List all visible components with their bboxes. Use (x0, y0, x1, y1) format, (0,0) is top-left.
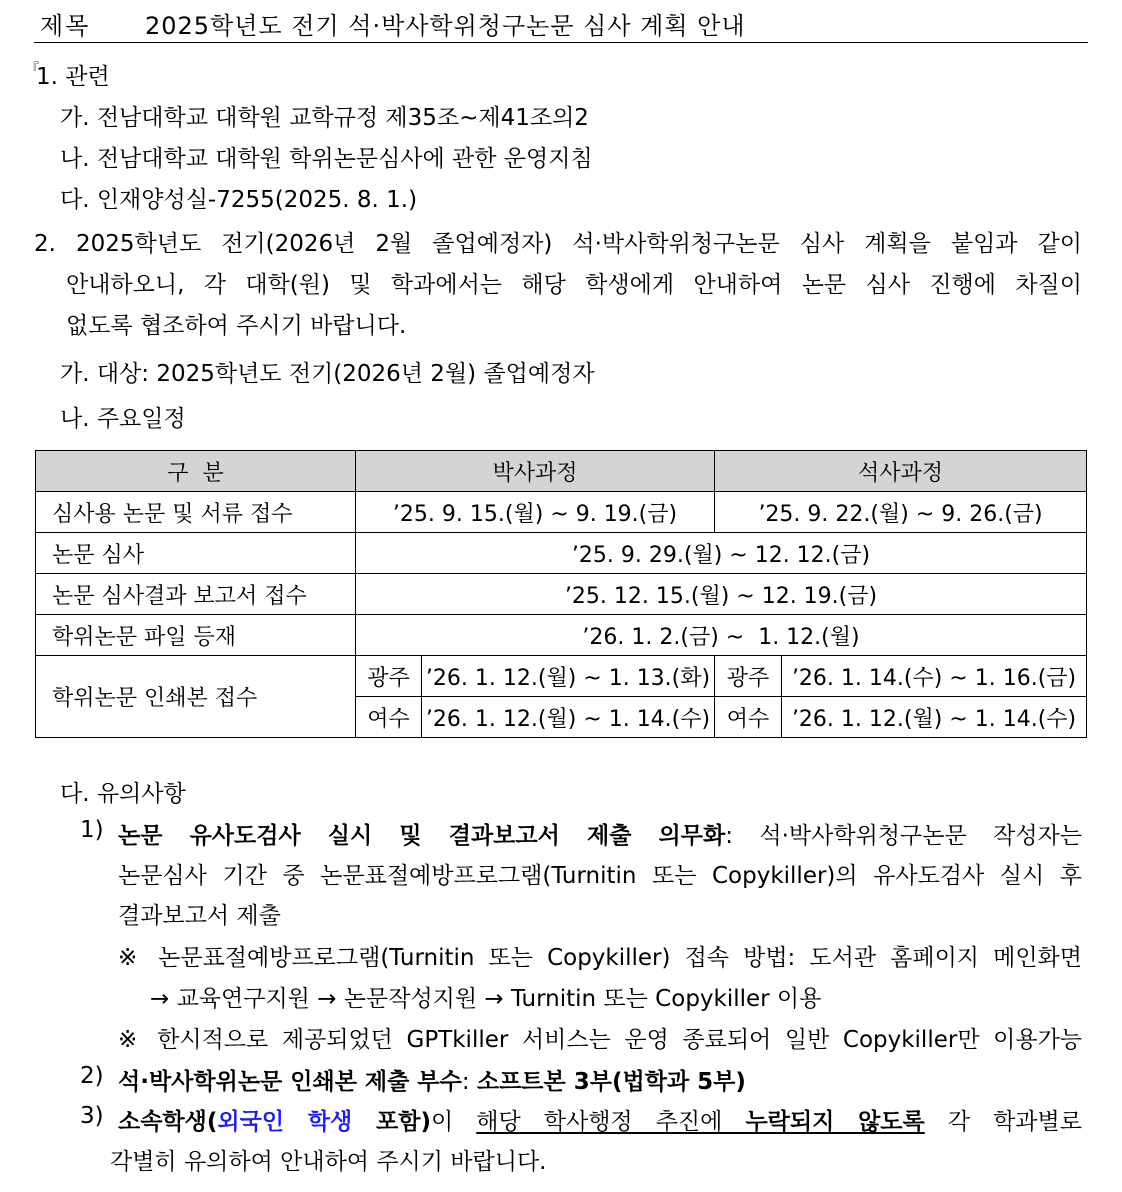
note2-line (118, 1063, 746, 1096)
note1-line-2: 논문심사 기간 중 논문표절예방프로그램(Turnitin 또는 Copykiller)의 유사도검사 실시 후 (118, 863, 1082, 889)
note3-underlined: 해당 학사행정 추진에 (476, 1109, 746, 1135)
table-row (36, 574, 1087, 615)
section1-item-1: 가. 전남대학교 대학원 교학규정 제35조~제41조의2 (60, 105, 589, 131)
note3-bold-1: 소속학생( (118, 1109, 218, 1135)
phd-yeosu-date: ’26. 1. 12.(월) ~ 1. 14.(수) (422, 697, 715, 738)
note2-bold-b: 소프트본 3부(법학과 5부) (476, 1069, 746, 1095)
table-row (36, 492, 1087, 533)
schedule-table (35, 450, 1087, 738)
note2-bold-a: 석·박사학위논문 인쇄본 제출 부수 (118, 1069, 462, 1095)
note1-bold: 논문 유사도검사 실시 및 결과보고서 제출 의무화 (118, 823, 726, 849)
note1-rest: : 석·박사학위청구논문 작성자는 (725, 823, 1082, 849)
section1-item-3: 다. 인재양성실-7255(2025. 8. 1.) (60, 187, 418, 213)
common-date: ’25. 9. 29.(월) ~ 12. 12.(금) (356, 533, 1087, 574)
row-label: 학위논문 인쇄본 접수 (36, 656, 356, 738)
note3-text-1: 이 (430, 1109, 477, 1135)
note2-colon: : (461, 1069, 477, 1095)
section2-line-1: 2. 2025학년도 전기(2026년 2월 졸업예정자) 석·박사학위청구논문 심사 계획을 붙임과 같이 (34, 231, 1082, 257)
target-line: 가. 대상: 2025학년도 전기(2026년 2월) 졸업예정자 (60, 361, 595, 387)
table-row (36, 615, 1087, 656)
campus-gwangju: 광주 (715, 656, 782, 697)
table-header-row (36, 451, 1087, 492)
notes-heading: 다. 유의사항 (60, 781, 186, 807)
note3-bold-2: 포함) (352, 1109, 431, 1135)
common-date: ’25. 12. 15.(월) ~ 12. 19.(금) (356, 574, 1087, 615)
ms-date: ’25. 9. 22.(월) ~ 9. 26.(금) (715, 492, 1087, 533)
campus-yeosu: 여수 (715, 697, 782, 738)
campus-yeosu: 여수 (356, 697, 422, 738)
note3-foreign-students: 외국인 학생 (217, 1109, 353, 1135)
note1-line-3: 결과보고서 제출 (118, 903, 281, 929)
note1-reference-2: ※ 한시적으로 제공되었던 GPTkiller 서비스는 운영 종료되어 일반 Copykiller만 이용가능 (118, 1027, 1082, 1053)
ms-gwangju-date: ’26. 1. 14.(수) ~ 1. 16.(금) (782, 656, 1087, 697)
schedule-heading: 나. 주요일정 (60, 406, 186, 432)
campus-gwangju: 광주 (356, 656, 422, 697)
note3-text-2: 각 학과별로 (924, 1109, 1082, 1135)
row-label: 논문 심사 (36, 533, 356, 574)
note3-line-2: 각별히 유의하여 안내하여 주시기 바랍니다. (110, 1149, 547, 1175)
section1-heading: 1. 관련 (36, 64, 110, 90)
note2-number: 2) (80, 1063, 104, 1089)
table-row (36, 533, 1087, 574)
section2-line-2: 안내하오니, 각 대학(원) 및 학과에서는 해당 학생에게 안내하여 논문 심사 진행에 차질이 (66, 272, 1082, 298)
note3-number: 3) (80, 1103, 104, 1129)
phd-date: ’25. 9. 15.(월) ~ 9. 19.(금) (356, 492, 715, 533)
header-phd: 박사과정 (356, 451, 715, 492)
common-date: ’26. 1. 2.(금) ~ 1. 12.(월) (356, 615, 1087, 656)
note3-underlined-bold: 누락되지 않도록 (745, 1109, 925, 1135)
section1-item-2: 나. 전남대학교 대학원 학위논문심사에 관한 운영지침 (60, 146, 593, 172)
note3-line-1 (118, 1103, 1082, 1136)
header-category: 구 분 (36, 451, 356, 492)
row-label: 논문 심사결과 보고서 접수 (36, 574, 356, 615)
row-label: 학위논문 파일 등재 (36, 615, 356, 656)
section2-line-3: 없도록 협조하여 주시기 바랍니다. (66, 313, 407, 339)
note1-line-1 (118, 817, 1082, 850)
row-label: 심사용 논문 및 서류 접수 (36, 492, 356, 533)
ms-yeosu-date: ’26. 1. 12.(월) ~ 1. 14.(수) (782, 697, 1087, 738)
phd-gwangju-date: ’26. 1. 12.(월) ~ 1. 13.(화) (422, 656, 715, 697)
document-title: 2025학년도 전기 석·박사학위청구논문 심사 계획 안내 (145, 12, 746, 40)
note1-reference-1-path: → 교육연구지원 → 논문작성지원 → Turnitin 또는 Copykiller 이용 (150, 986, 822, 1012)
note1-reference-1: ※ 논문표절예방프로그램(Turnitin 또는 Copykiller) 접속 방법: 도서관 홈페이지 메인화면 (118, 945, 1082, 971)
note1-number: 1) (80, 817, 104, 843)
title-divider (34, 42, 1088, 43)
header-ms: 석사과정 (715, 451, 1087, 492)
header-label: 제목 (40, 12, 91, 40)
bracket-mark: 『 (26, 62, 40, 77)
table-row (36, 656, 1087, 697)
